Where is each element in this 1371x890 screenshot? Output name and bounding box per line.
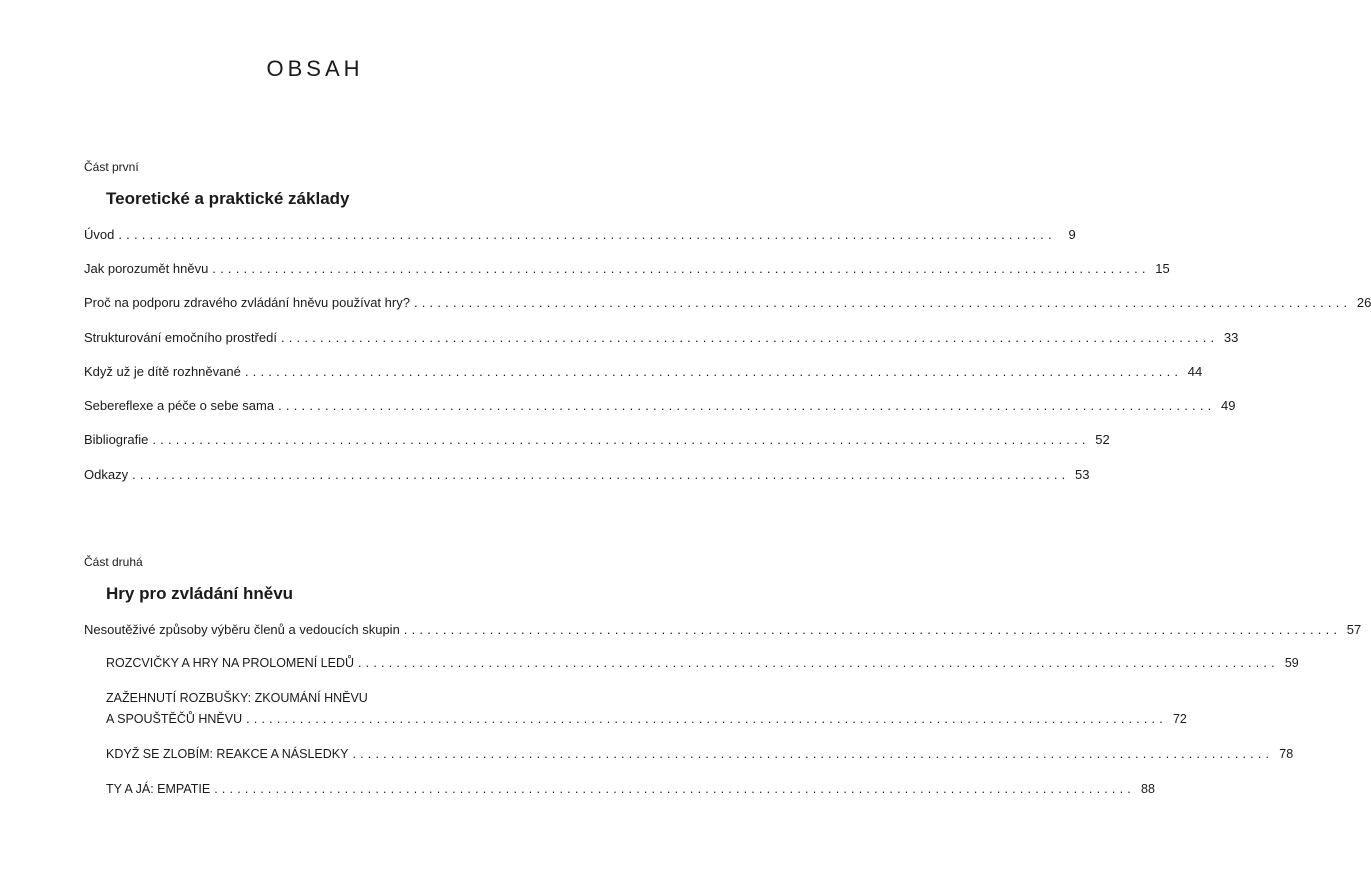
dot-leader: ........................................................................................................................ bbox=[132, 467, 1070, 482]
toc-entry[interactable] bbox=[84, 227, 1076, 245]
part2-label: Část druhá bbox=[84, 555, 143, 569]
toc-entry-page: 72 bbox=[1172, 712, 1187, 726]
toc-entry[interactable] bbox=[84, 622, 1362, 640]
toc-entry-label: Když už je dítě rozhněvané bbox=[84, 364, 241, 379]
dot-leader: ........................................................................................................................ bbox=[244, 364, 1183, 379]
toc-subentry[interactable] bbox=[106, 712, 1187, 730]
toc-entry-page: 26 bbox=[1356, 295, 1371, 310]
toc-entry[interactable] bbox=[84, 295, 1371, 313]
toc-entry[interactable] bbox=[84, 364, 1203, 382]
toc-entry-page: 59 bbox=[1284, 656, 1299, 670]
toc-entry-label: Sebereflexe a péče o sebe sama bbox=[84, 398, 275, 413]
toc-entry-label: Proč na podporu zdravého zvládání hněvu používat hry? bbox=[84, 295, 410, 310]
toc-entry[interactable] bbox=[84, 467, 1090, 485]
toc-subentry[interactable] bbox=[106, 782, 1155, 800]
toc-entry[interactable] bbox=[84, 398, 1236, 416]
toc-entry-page: 88 bbox=[1141, 782, 1155, 796]
toc-entry-label: KDYŽ SE ZLOBÍM: REAKCE A NÁSLEDKY bbox=[106, 747, 349, 761]
page-title: OBSAH bbox=[266, 56, 364, 81]
dot-leader: ........................................................................................................................ bbox=[352, 747, 1274, 761]
toc-entry-label: Jak porozumět hněvu bbox=[84, 261, 209, 276]
toc-entry[interactable] bbox=[84, 330, 1239, 348]
toc-entry-page: 9 bbox=[1068, 227, 1076, 242]
toc-entry-page: 49 bbox=[1221, 398, 1236, 413]
toc-entry-label: Bibliografie bbox=[84, 432, 149, 447]
dot-leader: ........................................................................................................................ bbox=[413, 295, 1352, 310]
part1-title: Teoretické a praktické základy bbox=[106, 189, 350, 208]
toc-entry-label: ROZCVIČKY A HRY NA PROLOMENÍ LEDŮ bbox=[106, 656, 354, 670]
part2-title: Hry pro zvládání hněvu bbox=[106, 584, 294, 603]
dot-leader: ........................................................................................................................ bbox=[118, 227, 1056, 242]
toc-entry-label: A SPOUŠTĚČŮ HNĚVU bbox=[106, 712, 243, 726]
toc-entry[interactable] bbox=[84, 432, 1110, 450]
toc-entry-page: 53 bbox=[1075, 467, 1090, 482]
toc-entry-page: 15 bbox=[1155, 261, 1170, 276]
toc-entry-page: 78 bbox=[1279, 747, 1294, 761]
toc-entry-page: 57 bbox=[1346, 622, 1362, 637]
toc-subentry[interactable] bbox=[106, 656, 1299, 674]
toc-subentry[interactable] bbox=[106, 747, 1294, 765]
dot-leader: ........................................................................................................................ bbox=[212, 261, 1150, 276]
toc-entry-label-line1[interactable]: ZAŽEHNUTÍ ROZBUŠKY: ZKOUMÁNÍ HNĚVU bbox=[106, 691, 368, 705]
dot-leader: ........................................................................................................................ bbox=[214, 782, 1135, 796]
toc-entry-label: Strukturování emočního prostředí bbox=[84, 330, 277, 345]
toc-entry-page: 52 bbox=[1095, 432, 1110, 447]
dot-leader: ........................................................................................................................ bbox=[358, 656, 1279, 670]
dot-leader: ........................................................................................................................ bbox=[246, 712, 1167, 726]
part1-label: Část první bbox=[84, 160, 139, 174]
toc-entry[interactable] bbox=[84, 261, 1170, 279]
dot-leader: ........................................................................................................................ bbox=[278, 398, 1216, 413]
toc-entry-label: Úvod bbox=[84, 227, 115, 242]
dot-leader: ........................................................................................................................ bbox=[280, 330, 1219, 345]
toc-entry-page: 44 bbox=[1187, 364, 1203, 379]
toc-entry-label: Odkazy bbox=[84, 467, 129, 482]
dot-leader: ........................................................................................................................ bbox=[403, 622, 1342, 637]
toc-entry-label: TY A JÁ: EMPATIE bbox=[106, 782, 211, 796]
dot-leader: ........................................................................................................................ bbox=[152, 432, 1090, 447]
toc-entry-label: Nesoutěživé způsoby výběru členů a vedoucích skupin bbox=[84, 622, 400, 637]
toc-entry-page: 33 bbox=[1223, 330, 1239, 345]
